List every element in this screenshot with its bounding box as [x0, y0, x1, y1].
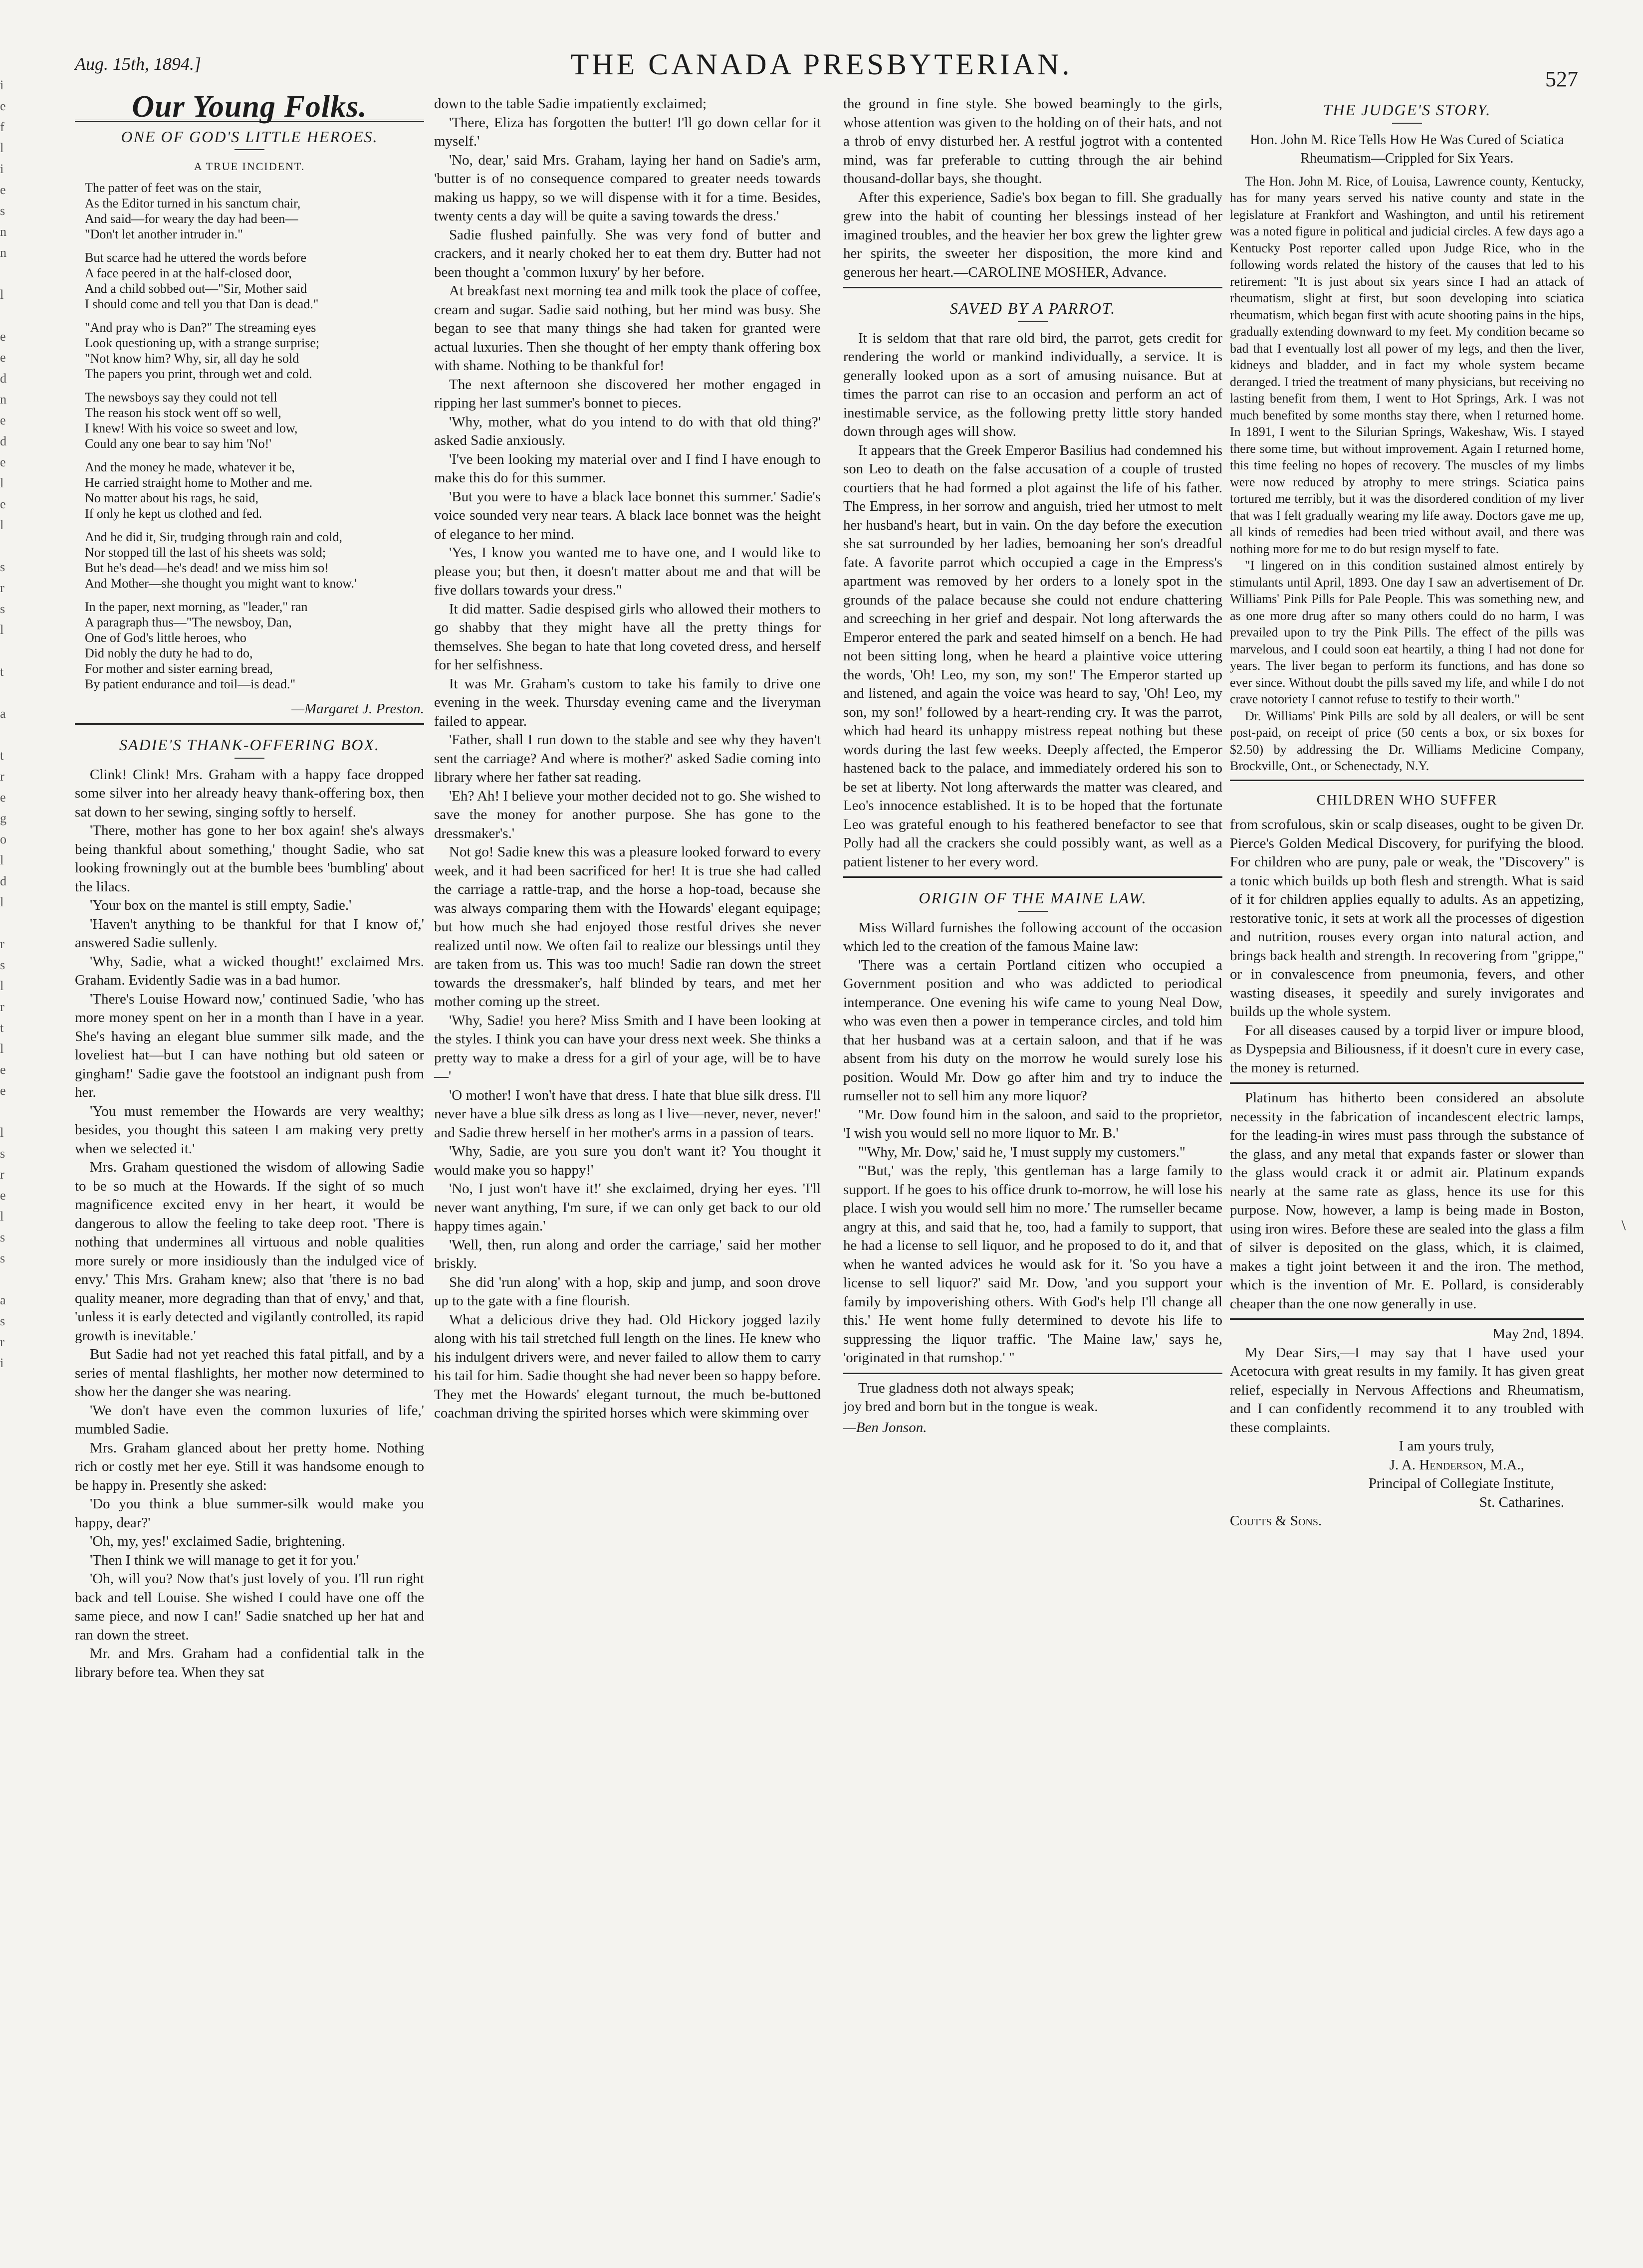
quote-line: joy bred and born but in the tongue is weak. [843, 1399, 1098, 1415]
poem-line: The reason his stock went off so well, [85, 405, 281, 420]
column-1 [75, 90, 424, 1682]
paragraph: 'Oh, my, yes!' exclaimed Sadie, brightening. [90, 1533, 345, 1549]
paragraph: 'No, dear,' said Mrs. Graham, laying her hand on Sadie's arm, 'butter is of no consequence compared to greater needs towards making us happy, so we will dispense with it for a time. Besides, twenty cents a day will be quite a saving towards the dress.' [434, 152, 821, 224]
poem-line: The papers you print, through wet and cold. [85, 366, 312, 381]
section-title: Our Young Folks. [132, 90, 367, 124]
divider [235, 758, 264, 759]
margin-mark: \ [1622, 1217, 1626, 1234]
poem-subtitle: A TRUE INCIDENT. [194, 160, 305, 173]
paragraph: It was Mr. Graham's custom to take his family to drive one evening in the week. Thursday evening came and the liveryman failed to appear. [434, 675, 821, 729]
divider [843, 876, 1222, 883]
poem-line: In the paper, next morning, as "leader," ran [85, 599, 308, 614]
poem-line: If only he kept us clothed and fed. [85, 506, 262, 521]
newspaper-title: THE CANADA PRESBYTERIAN. [570, 48, 1073, 81]
paragraph: "'Why, Mr. Dow,' said he, 'I must supply my customers." [858, 1144, 1185, 1160]
paragraph: 'Oh, will you? Now that's just lovely of you. I'll run right back and tell Louise. She wished I could have one off the same piece, and now I can!' Sadie snatched up her hat and ran down the street. [75, 1571, 424, 1643]
paragraph: Miss Willard furnishes the following account of the occasion which led to the creation of the famous Maine law: [843, 919, 1222, 954]
paragraph: 'Why, mother, what do you intend to do with that old thing?' asked Sadie anxiously. [434, 413, 821, 448]
poem-line: Look questioning up, with a strange surprise; [85, 335, 320, 350]
issue-date: Aug. 15th, 1894.] [75, 54, 202, 74]
divider [235, 149, 264, 150]
paragraph: 'Then I think we will manage to get it for you.' [90, 1552, 359, 1568]
paragraph: 'Why, Sadie! you here? Miss Smith and I have been looking at the styles. I think you can have your dress next week. She thinks a pretty way to make a dress for a girl of your age, will be to have—' [434, 1012, 821, 1084]
article-title: THE JUDGE'S STORY. [1323, 101, 1491, 119]
story-title: SADIE'S THANK-OFFERING BOX. [119, 736, 380, 754]
paragraph: 'Why, Sadie, what a wicked thought!' exclaimed Mrs. Graham. Evidently Sadie was in a bad humor. [75, 953, 424, 988]
poem-line: "Not know him? Why, sir, all day he sold [85, 351, 299, 366]
paragraph: down to the table Sadie impatiently exclaimed; [434, 96, 707, 112]
poem-stanza [85, 390, 424, 451]
divider [75, 723, 424, 730]
paragraph: 'There, Eliza has forgotten the butter! I'll go down cellar for it myself.' [434, 114, 821, 149]
letter-location: St. Catharines. [1479, 1494, 1564, 1510]
paragraph: Sadie flushed painfully. She was very fond of butter and crackers, and it nearly choked her to eat them dry. Butter had not been thought a 'common luxury' by her before. [434, 226, 821, 280]
paragraph: from scrofulous, skin or scalp diseases, ought to be given Dr. Pierce's Golden Medical Discovery, for purifying the blood. For children who are puny, pale or weak, the "Discovery" is a tonic which builds up both flesh and strength. What is said of it for children applies equally to adults. As an appetizing, restorative tonic, it sets at work all the processes of digestion and nutrition, rouses every organ into natural action, and brings back health and strength. In recovering from "grippe," or in convalescence from pneumonia, fevers, and other wasting diseases, it speedily and surely invigorates and builds up the whole system. [1230, 817, 1584, 1020]
quote-line: True gladness doth not always speak; [858, 1380, 1075, 1396]
poem-line: And he did it, Sir, trudging through rain and cold, [85, 529, 343, 544]
paragraph: Mrs. Graham glanced about her pretty home. Nothing rich or costly met her eye. Still it was handsome enough to be happy in. Presently she asked: [75, 1440, 424, 1493]
paragraph: the ground in fine style. She bowed beamingly to the girls, whose attention was given to the holding on of their hats, and not a throb of envy disturbed her. A restful jogtrot with a contented mind, was far preferable to cutting through the air behind thousand-dollar bays, she thought. [843, 96, 1222, 187]
letter-signature: J. A. Henderson, M.A., [1389, 1456, 1524, 1473]
paragraph: After this experience, Sadie's box began to fill. She gradually grew into the habit of counting her blessings instead of her imagined troubles, and the heavier her box grew the lighter grew her spirits, the sweeter her disposition, the more kind and generous her heart.—CAROLINE MOSHER, Advance. [843, 189, 1222, 280]
divider [1392, 123, 1422, 124]
platinum-paragraph: Platinum has hitherto been considered an absolute necessity in the fabrication of incandescent electric lamps, for the leading-in wires must pass through the substance of the glass, and any metal that expands faster or slower than the glass would crack it or admit air. Platinum expands nearly at the same rate as glass, hence its use for this purpose. Now, however, a lamp is being made in Boston, using iron wires. Before these are sealed into the glass a film of silver is deposited on the glass, which, it is claimed, makes a tight joint between it and the iron. The method, which is the invention of Mr. E. Pollard, is considerably cheaper than the one now generally in use. [1230, 1090, 1584, 1312]
paragraph: Mr. and Mrs. Graham had a confidential talk in the library before tea. When they sat [75, 1646, 424, 1680]
column-4 [1230, 95, 1584, 1531]
paragraph: Clink! Clink! Mrs. Graham with a happy face dropped some silver into her already heavy thank-offering box, then sat down to her sewing, singing softly to herself. [75, 766, 424, 820]
poem-line: And Mother—she thought you might want to know.' [85, 576, 357, 591]
paragraph: For all diseases caused by a torpid liver or impure blood, as Dyspepsia and Biliousness, if it doesn't cure in every case, the money is returned. [1230, 1022, 1584, 1076]
poem-line: And a child sobbed out—"Sir, Mother said [85, 281, 307, 296]
poem-line: As the Editor turned in his sanctum chair, [85, 196, 301, 210]
story-conclusion [843, 95, 1222, 282]
paragraph: 'We don't have even the common luxuries of life,' mumbled Sadie. [75, 1402, 424, 1437]
paragraph: 'Your box on the mantel is still empty, Sadie.' [90, 897, 352, 913]
paragraph: "'But,' was the reply, 'this gentleman has a large family to support. If he goes to his office drunk to-morrow, he will lose his place. I wish you would sell him no more.' The rumseller became angry at this, and said that he, too, had a family to support, that he had a license to sell liquor, and he proposed to do it, and that when he wanted advices he would ask for it. 'So you have a license to sell liquor?' said Mr. Dow, 'and you support your family by impoverishing others. With God's help I'll change all this.' He went home fully determined to devote his life to suppressing the liquor traffic. 'The Maine law,' says he, 'originated in that rumshop.' " [843, 1163, 1222, 1366]
paragraph: 'Haven't anything to be thankful for that I know of,' answered Sadie sullenly. [75, 916, 424, 951]
poem-line: And the money he made, whatever it be, [85, 459, 295, 474]
poem-attribution: —Margaret J. Preston. [291, 700, 424, 717]
paragraph: At breakfast next morning tea and milk took the place of coffee, cream and sugar. Sadie said nothing, but her mind was busy. She began to see that many things she had taken for granted were actual luxuries. Then she thought of her empty thank offering box with shame. Nothing to be thankful for! [434, 283, 821, 374]
poem-line: But he's dead—he's dead! and we miss him so! [85, 560, 329, 575]
poem-title: ONE OF GOD'S LITTLE HEROES. [121, 127, 378, 146]
poem-stanza [85, 320, 424, 382]
paragraph: What a delicious drive they had. Old Hickory jogged lazily along with his tail stretched full length on the lines. He knew who his indulgent drivers were, and never failed to allow them to carry his tail for him. Sadie thought she had never been so happy before. They met the Howards' elegant turnout, the much be-buttoned coachman driving the spirited horses which were skimming over [434, 1311, 821, 1421]
divider [1230, 1318, 1584, 1325]
poem-line: One of God's little heroes, who [85, 630, 246, 645]
poem-line: The newsboys say they could not tell [85, 390, 277, 405]
letter-title: Principal of Collegiate Institute, [1368, 1475, 1554, 1491]
poem-line: Could any one bear to say him 'No!' [85, 436, 272, 451]
story-body [75, 766, 424, 1682]
paragraph: It appears that the Greek Emperor Basilius had condemned his son Leo to death on the false accusation of a couple of trusted courtiers that he had formed a plot against the life of his father. The Empress, in her sorrow and anguish, tried her utmost to melt her husband's heart, but in vain. On the day before the execution she sat surrounded by her ladies, bemoaning her son's dreadful fate. A favorite parrot which occupied a cage in the Empress's apartment was removed by her orders to a lonely spot in the grounds of the palace because she could not endure chattering and screeching in her grief and despair. Not long afterwards the Emperor entered the park and seated himself on a bench. He had not been sitting long, when he heard a plaintive voice uttering the words, 'Oh! Leo, my son, my son!' The Emperor started up and listened, and again the voice was heard to say, 'Oh! Leo, my son, my son!' followed by a heart-rending cry. It was the parrot, which had heard its unhappy mistress repeat nothing but these words during the last few weeks. Deeply affected, the Emperor hastened back to the palace, and immediately ordered his son to be set at liberty. Not long afterwards the matter was cleared, and Leo's innocence established. It is to be hoped that the fortunate Leo was grateful enough to his feathered benefactor to see that Polly had all the crackers she could possibly want, as well as a patient listener to her every word. [843, 442, 1222, 870]
paragraph: 'Do you think a blue summer-silk would make you happy, dear?' [75, 1496, 424, 1531]
poem-line: Nor stopped till the last of his sheets was sold; [85, 545, 326, 560]
article-body [843, 329, 1222, 872]
paragraph: 'There, mother has gone to her box again! she's always being thankful about something,' thought Sadie, who sat looking frowningly out at the bumble bees 'bumbling' about the lilacs. [75, 823, 424, 895]
column-3 [843, 95, 1222, 1437]
article-subhead: Hon. John M. Rice Tells How He Was Cured of Sciatica Rheumatism—Crippled for Six Years. [1250, 132, 1564, 166]
paragraph: But Sadie had not yet reached this fatal pitfall, and by a series of mental flashlights, her mother now determined to show her the danger she was nearing. [75, 1346, 424, 1400]
advert-title: CHILDREN WHO SUFFER [1316, 792, 1498, 808]
page-number: 527 [1545, 67, 1578, 91]
paragraph: The Hon. John M. Rice, of Louisa, Lawrence county, Kentucky, has for many years served his native county and state in the legislature at Frankfort and Washington, and until his retirement was a noted figure in political and judicial circles. A few days ago a Kentucky Post reporter called upon Judge Rice, who in the following words related the history of the causes that led to his retirement: "It is just about six years since I had an attack of rheumatism, slight at first, but soon developing into sciatica rheumatism, which began first with acute shooting pains in the hips, gradually extending downward to my feet. My condition became so bad that I eventually lost all power of my legs, and then the liver, kidneys and bladder, and in fact my whole system became deranged. I tried the treatment of many physicians, but receiving no lasting benefit from them, I went to Hot Springs, Ark. I was not much benefited by some months stay there, when I returned home. In 1891, I went to the Silurian Springs, Wakeshaw, Wis. I stayed there some time, but without improvement. Again I returned home, this time feeling no hopes of recovery. The muscles of my limbs were now reduced by atrophy to mere strings. Sciatica pains tortured me terribly, but it was the disordered condition of my liver that was I felt gradually wearing my life away. Doctors gave me up, all kinds of remedies had been tried without avail, and there was nothing more for me to do but resign myself to fate. [1230, 174, 1584, 556]
paragraph: 'Why, Sadie, are you sure you don't want it? You thought it would make you so happy!' [434, 1143, 821, 1178]
paragraph: 'Yes, I know you wanted me to have one, and I would like to please you; but then, it doesn't matter about me and that will be five dollars towards your dress." [434, 545, 821, 598]
poem-line: A face peered in at the half-closed door, [85, 265, 292, 280]
paragraph: "Mr. Dow found him in the saloon, and said to the proprietor, 'I wish you would sell no more liquor to Mr. B.' [843, 1106, 1222, 1141]
paragraph: 'O mother! I won't have that dress. I hate that blue silk dress. I'll never have a blue silk dress as long as I live—never, never, never!' and Sadie threw herself in her mother's arms in a passion of tears. [434, 1087, 821, 1141]
margin-letters: i e f l i e s n n l e e d n e d e l e l s r s l t a t r e g o l d l r s l r t l e e l s r e l s s a s r i [0, 78, 6, 1370]
paragraph: 'You must remember the Howards are very wealthy; besides, you thought this sateen I am making very pretty when we selected it.' [75, 1103, 424, 1157]
poem-line: Did nobly the duty he had to do, [85, 645, 253, 660]
article-title: ORIGIN OF THE MAINE LAW. [919, 889, 1147, 907]
poem-stanza [85, 459, 424, 521]
paragraph: Not go! Sadie knew this was a pleasure looked forward to every week, and it had been sacrificed for her! It is true she had called the carriage a rattle-trap, and the horse a hop-toad, because she was always comparing them with the Howards' elegant equipage; but how much she had enjoyed those restful drives she never realized until now. We often fail to realize our blessings until they are taken from us. This was too much! Sadie ran down the street towards the dressmaker's, half blinded by tears, and met her mother coming up the street. [434, 844, 821, 1010]
poem-line: No matter about his rags, he said, [85, 490, 259, 505]
letter-body: My Dear Sirs,—I may say that I have used your Acetocura with great results in my family. It has given great relief, especially in Nervous Affections and Rheumatism, and I can confidently recommend it to any troubled with these complaints. [1230, 1344, 1584, 1436]
divider [1018, 911, 1048, 912]
letter-date: May 2nd, 1894. [1492, 1326, 1584, 1342]
paragraph: 'Eh? Ah! I believe your mother decided not to go. She wished to save the money for another purpose. She has gone to the dressmaker's.' [434, 788, 821, 841]
paragraph: Dr. Williams' Pink Pills are sold by all dealers, or will be sent post-paid, on receipt of price (50 cents a box, or six boxes for $2.50) by addressing the Dr. Williams Medicine Company, Brockville, Ont., or Schenectady, N.Y. [1230, 708, 1584, 773]
paragraph: "I lingered on in this condition sustained almost entirely by stimulants until April, 1893. One day I saw an advertisement of Dr. Williams' Pink Pills for Pale People. This was something new, and as one more drug after so many others could do no harm, I was prevailed upon to try the Pink Pills. The effect of the pills was marvelous, and I could soon eat heartily, a thing I had not done for years. The liver began to perform its functions, and has done so ever since. Without doubt the pills saved my life, and while I do not crave notoriety I cannot refuse to testify to their worth." [1230, 558, 1584, 706]
poem-line: A paragraph thus—"The newsboy, Dan, [85, 615, 292, 629]
paragraph: It is seldom that that rare old bird, the parrot, gets credit for rendering the world or mankind individually, a service. It is generally looked upon as a sort of amusing nuisance. But at times the parrot can rise to an occasion and perform an act of inestimable service, as the following pretty little story handed down through ages will show. [843, 330, 1222, 439]
poem [75, 180, 424, 692]
poem-line: I knew! With his voice so sweet and low, [85, 420, 298, 435]
poem-stanza [85, 529, 424, 591]
article-body [1230, 173, 1584, 775]
poem-line: "Don't let another intruder in." [85, 226, 243, 241]
poem-line: He carried straight home to Mother and me. [85, 475, 313, 490]
article-body [843, 919, 1222, 1368]
poem-line: But scarce had he uttered the words before [85, 250, 306, 265]
poem-line: And said—for weary the day had been— [85, 211, 298, 226]
divider [1018, 321, 1048, 322]
paragraph: Mrs. Graham questioned the wisdom of allowing Sadie to be so much at the Howards. If the sight of so much magnificence excited envy in her heart, it would be dangerous to allow the feeling to take deep root. 'There is nothing that undermines all virtuous and noble qualities more surely or more insidiously than the indulged vice of envy.' This Mrs. Graham knew; also that 'there is no bad quality meaner, more degrading than that of envy,' and that, 'unless it is early detected and vigilantly controlled, its rapid growth is inevitable.' [75, 1159, 424, 1344]
paragraph: 'No, I just won't have it!' she exclaimed, drying her eyes. 'I'll never want anything, I'm sure, if we can only get back to our old happy times again.' [434, 1181, 821, 1234]
poem-line: The patter of feet was on the stair, [85, 180, 262, 195]
paragraph: 'I've been looking my material over and I find I have enough to make this do for this summer. [434, 451, 821, 486]
story-continuation [434, 95, 821, 1423]
letter-closing: I am yours truly, [1399, 1438, 1494, 1454]
poem-stanza [85, 180, 424, 242]
paragraph: 'Well, then, run along and order the carriage,' said her mother briskly. [434, 1237, 821, 1271]
poem-line: I should come and tell you that Dan is dead." [85, 296, 319, 311]
paragraph: 'There was a certain Portland citizen who occupied a Government position and who was addicted to periodical intemperance. One evening his wife came to young Neal Dow, who was even then a power in temperance circles, and told him that her husband was at a certain saloon, and that if he was absent from his duty on the morrow he would surely lose his position. Would Mr. Dow go after him and try to induce the rumseller not to sell him any more liquor? [843, 957, 1222, 1104]
paragraph: 'Father, shall I run down to the stable and see why they haven't sent the carriage? And where is mother?' asked Sadie coming into library where her father sat reading. [434, 732, 821, 785]
paragraph: 'But you were to have a black lace bonnet this summer.' Sadie's voice sounded very near tears. A black lace bonnet was the height of elegance to her mind. [434, 488, 821, 542]
article-title: SAVED BY A PARROT. [949, 299, 1116, 317]
advert-body [1230, 816, 1584, 1077]
divider [843, 287, 1222, 293]
poem-line: For mother and sister earning bread, [85, 661, 273, 676]
letter-addressee: Coutts & Sons. [1230, 1513, 1322, 1529]
poem-stanza [85, 599, 424, 692]
poem-stanza [85, 250, 424, 312]
paragraph: It did matter. Sadie despised girls who allowed their mothers to go shabby that they might have all the pretty things for themselves. She began to hate that long coveted dress, and herself for her selfishness. [434, 601, 821, 673]
divider [1230, 780, 1584, 786]
paragraph: 'There's Louise Howard now,' continued Sadie, 'who has more money spent on her in a month than I have in a year. She's having an elegant blue summer silk made, and the loveliest hat—but I can have nothing but old sateen or gingham!' Sadie gave the footstool an indignant push from her. [75, 991, 424, 1100]
poem-line: "And pray who is Dan?" The streaming eyes [85, 320, 316, 335]
quotation [843, 1379, 1222, 1417]
divider [843, 1373, 1222, 1379]
paragraph: She did 'run along' with a hop, skip and jump, and soon drove up to the gate with a fine flourish. [434, 1274, 821, 1309]
page-header [0, 47, 1643, 91]
quote-attribution: —Ben Jonson. [843, 1419, 927, 1436]
poem-line: By patient endurance and toil—is dead." [85, 676, 296, 691]
column-2 [434, 95, 821, 1423]
paragraph: The next afternoon she discovered her mother engaged in ripping her last summer's bonnet to pieces. [434, 376, 821, 411]
divider [1230, 1082, 1584, 1089]
